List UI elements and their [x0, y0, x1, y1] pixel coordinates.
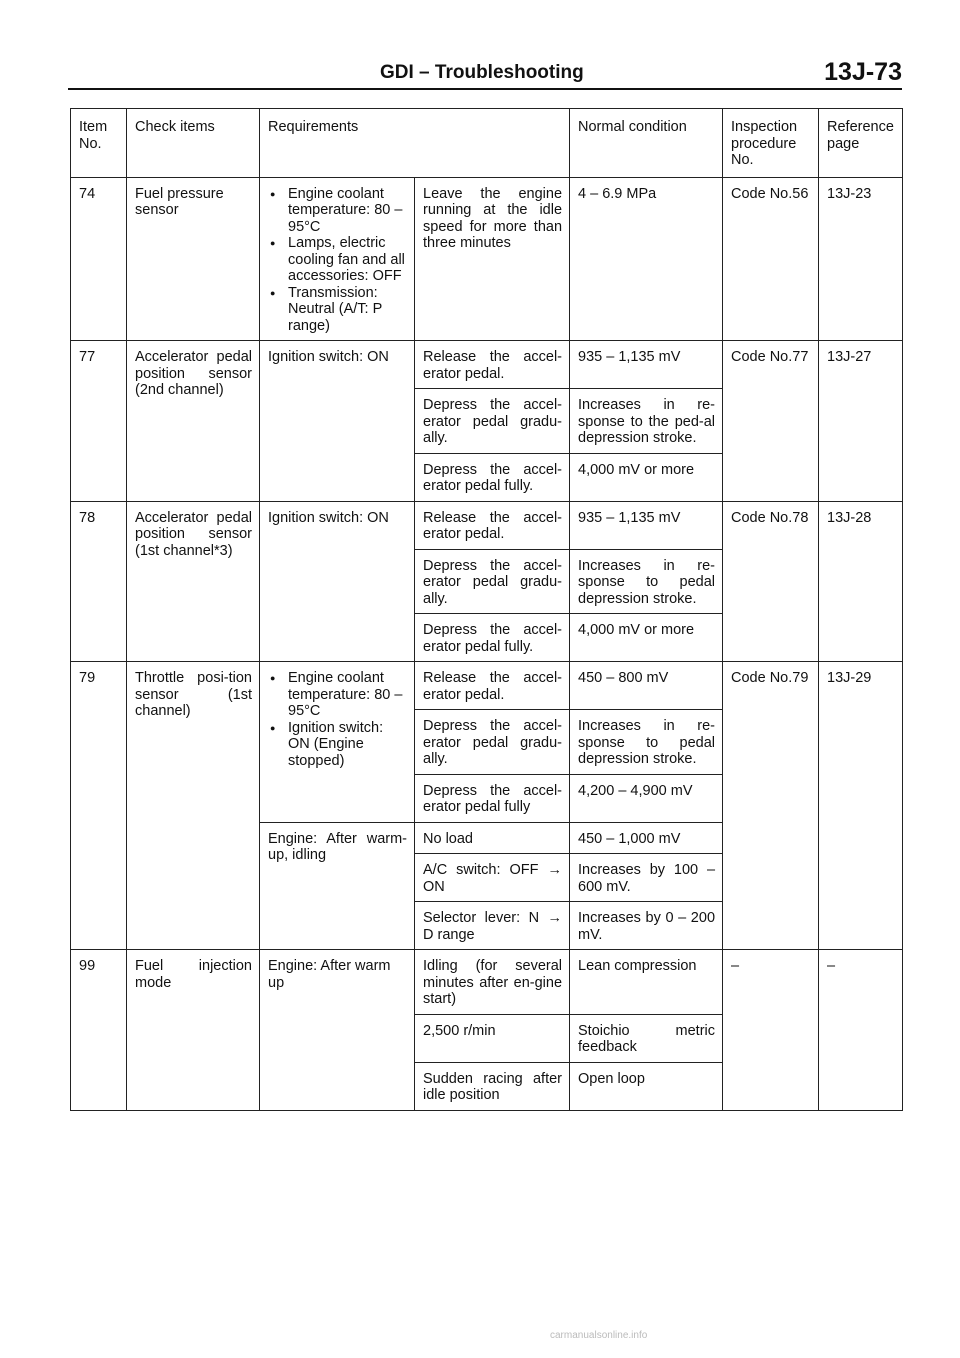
sub-condition: Sudden racing after idle position [415, 1062, 570, 1110]
page-title: GDI – Troubleshooting [380, 62, 584, 83]
check-item: Fuel pressure sensor [127, 177, 260, 341]
sub-condition: Depress the accel-erator pedal fully [415, 774, 570, 822]
table-header-row [71, 109, 903, 178]
sub-condition: Release the accel-erator pedal. [415, 341, 570, 389]
sub-condition: Depress the accel-erator pedal fully. [415, 614, 570, 662]
item-no: 74 [71, 177, 127, 341]
col-header-check-items: Check items [127, 109, 260, 178]
requirement: Engine: After warm up [260, 950, 415, 1111]
item-no: 99 [71, 950, 127, 1111]
normal-condition: 4 – 6.9 MPa [570, 177, 723, 341]
page-number: 13J-73 [824, 58, 902, 86]
sub-condition: Depress the accel-erator pedal gradu-ally. [415, 389, 570, 454]
col-header-requirements: Requirements [260, 109, 570, 178]
normal-condition: Increases in re-sponse to pedal depression stroke. [570, 549, 723, 614]
check-item: Fuel injection mode [127, 950, 260, 1111]
normal-condition: 4,000 mV or more [570, 453, 723, 501]
reference-page: – [819, 950, 903, 1111]
normal-condition: 450 – 800 mV [570, 662, 723, 710]
requirement [260, 177, 415, 341]
reference-page: 13J-23 [819, 177, 903, 341]
check-item: Accelerator pedal position sensor (1st channel*3) [127, 501, 260, 662]
col-header-item-no: Item No. [71, 109, 127, 178]
sub-condition: Selector lever: N → D range [415, 902, 570, 950]
requirement-bullet: ● Lamps, electric cooling fan and all accessories: OFF [268, 235, 407, 285]
normal-condition: Increases in re-sponse to pedal depression stroke. [570, 710, 723, 775]
reference-page: 13J-29 [819, 662, 903, 950]
inspection-procedure: Code No.56 [723, 177, 819, 341]
normal-condition: Stoichio metric feedback [570, 1014, 723, 1062]
item-no: 77 [71, 341, 127, 502]
normal-condition: 935 – 1,135 mV [570, 501, 723, 549]
requirement-bullet: ● Transmission: Neutral (A/T: P range) [268, 285, 407, 335]
sub-condition: No load [415, 822, 570, 854]
requirement-bullet: ● Engine coolant temperature: 80 – 95°C [268, 186, 407, 236]
table-row-99 [71, 950, 903, 1015]
normal-condition: 4,000 mV or more [570, 614, 723, 662]
col-header-inspection-procedure: Inspection procedure No. [723, 109, 819, 178]
check-item: Accelerator pedal position sensor (2nd channel) [127, 341, 260, 502]
normal-condition: Lean compression [570, 950, 723, 1015]
normal-condition: 4,200 – 4,900 mV [570, 774, 723, 822]
sub-condition: Depress the accel-erator pedal gradu-ally. [415, 549, 570, 614]
sub-condition: Release the accel-erator pedal. [415, 501, 570, 549]
sub-condition: Idling (for several minutes after en-gine start) [415, 950, 570, 1015]
inspection-procedure: Code No.77 [723, 341, 819, 502]
normal-condition: Open loop [570, 1062, 723, 1110]
requirement: Engine: After warm-up, idling [260, 822, 415, 950]
normal-condition: Increases in re-sponse to the ped-al depression stroke. [570, 389, 723, 454]
sub-condition: Leave the engine running at the idle speed for more than three minutes [415, 177, 570, 341]
table-row-74 [71, 177, 903, 341]
item-no: 79 [71, 662, 127, 950]
requirement-bullet: ● Engine coolant temperature: 80 – 95°C [268, 670, 407, 720]
sub-condition: 2,500 r/min [415, 1014, 570, 1062]
watermark: carmanualsonline.info [550, 1330, 648, 1341]
page-header [70, 58, 902, 88]
sub-condition: A/C switch: OFF → ON [415, 854, 570, 902]
requirement: Ignition switch: ON [260, 501, 415, 662]
sub-condition: Depress the accel-erator pedal fully. [415, 453, 570, 501]
reference-page: 13J-27 [819, 341, 903, 502]
sub-condition: Depress the accel-erator pedal gradu-ally. [415, 710, 570, 775]
header-rule [68, 88, 902, 90]
requirement-bullet: ● Ignition switch: ON (Engine stopped) [268, 720, 407, 770]
inspection-procedure: Code No.78 [723, 501, 819, 662]
requirement: Ignition switch: ON [260, 341, 415, 502]
inspection-procedure: Code No.79 [723, 662, 819, 950]
normal-condition: 935 – 1,135 mV [570, 341, 723, 389]
col-header-normal-condition: Normal condition [570, 109, 723, 178]
check-item: Throttle posi-tion sensor (1st channel) [127, 662, 260, 950]
table-row-77 [71, 341, 903, 389]
col-header-reference-page: Reference page [819, 109, 903, 178]
troubleshooting-table [70, 108, 903, 1111]
table-row-79 [71, 662, 903, 710]
reference-page: 13J-28 [819, 501, 903, 662]
normal-condition: Increases by 100 – 600 mV. [570, 854, 723, 902]
normal-condition: 450 – 1,000 mV [570, 822, 723, 854]
item-no: 78 [71, 501, 127, 662]
table-row-78 [71, 501, 903, 549]
normal-condition: Increases by 0 – 200 mV. [570, 902, 723, 950]
sub-condition: Release the accel-erator pedal. [415, 662, 570, 710]
inspection-procedure: – [723, 950, 819, 1111]
requirement [260, 662, 415, 823]
